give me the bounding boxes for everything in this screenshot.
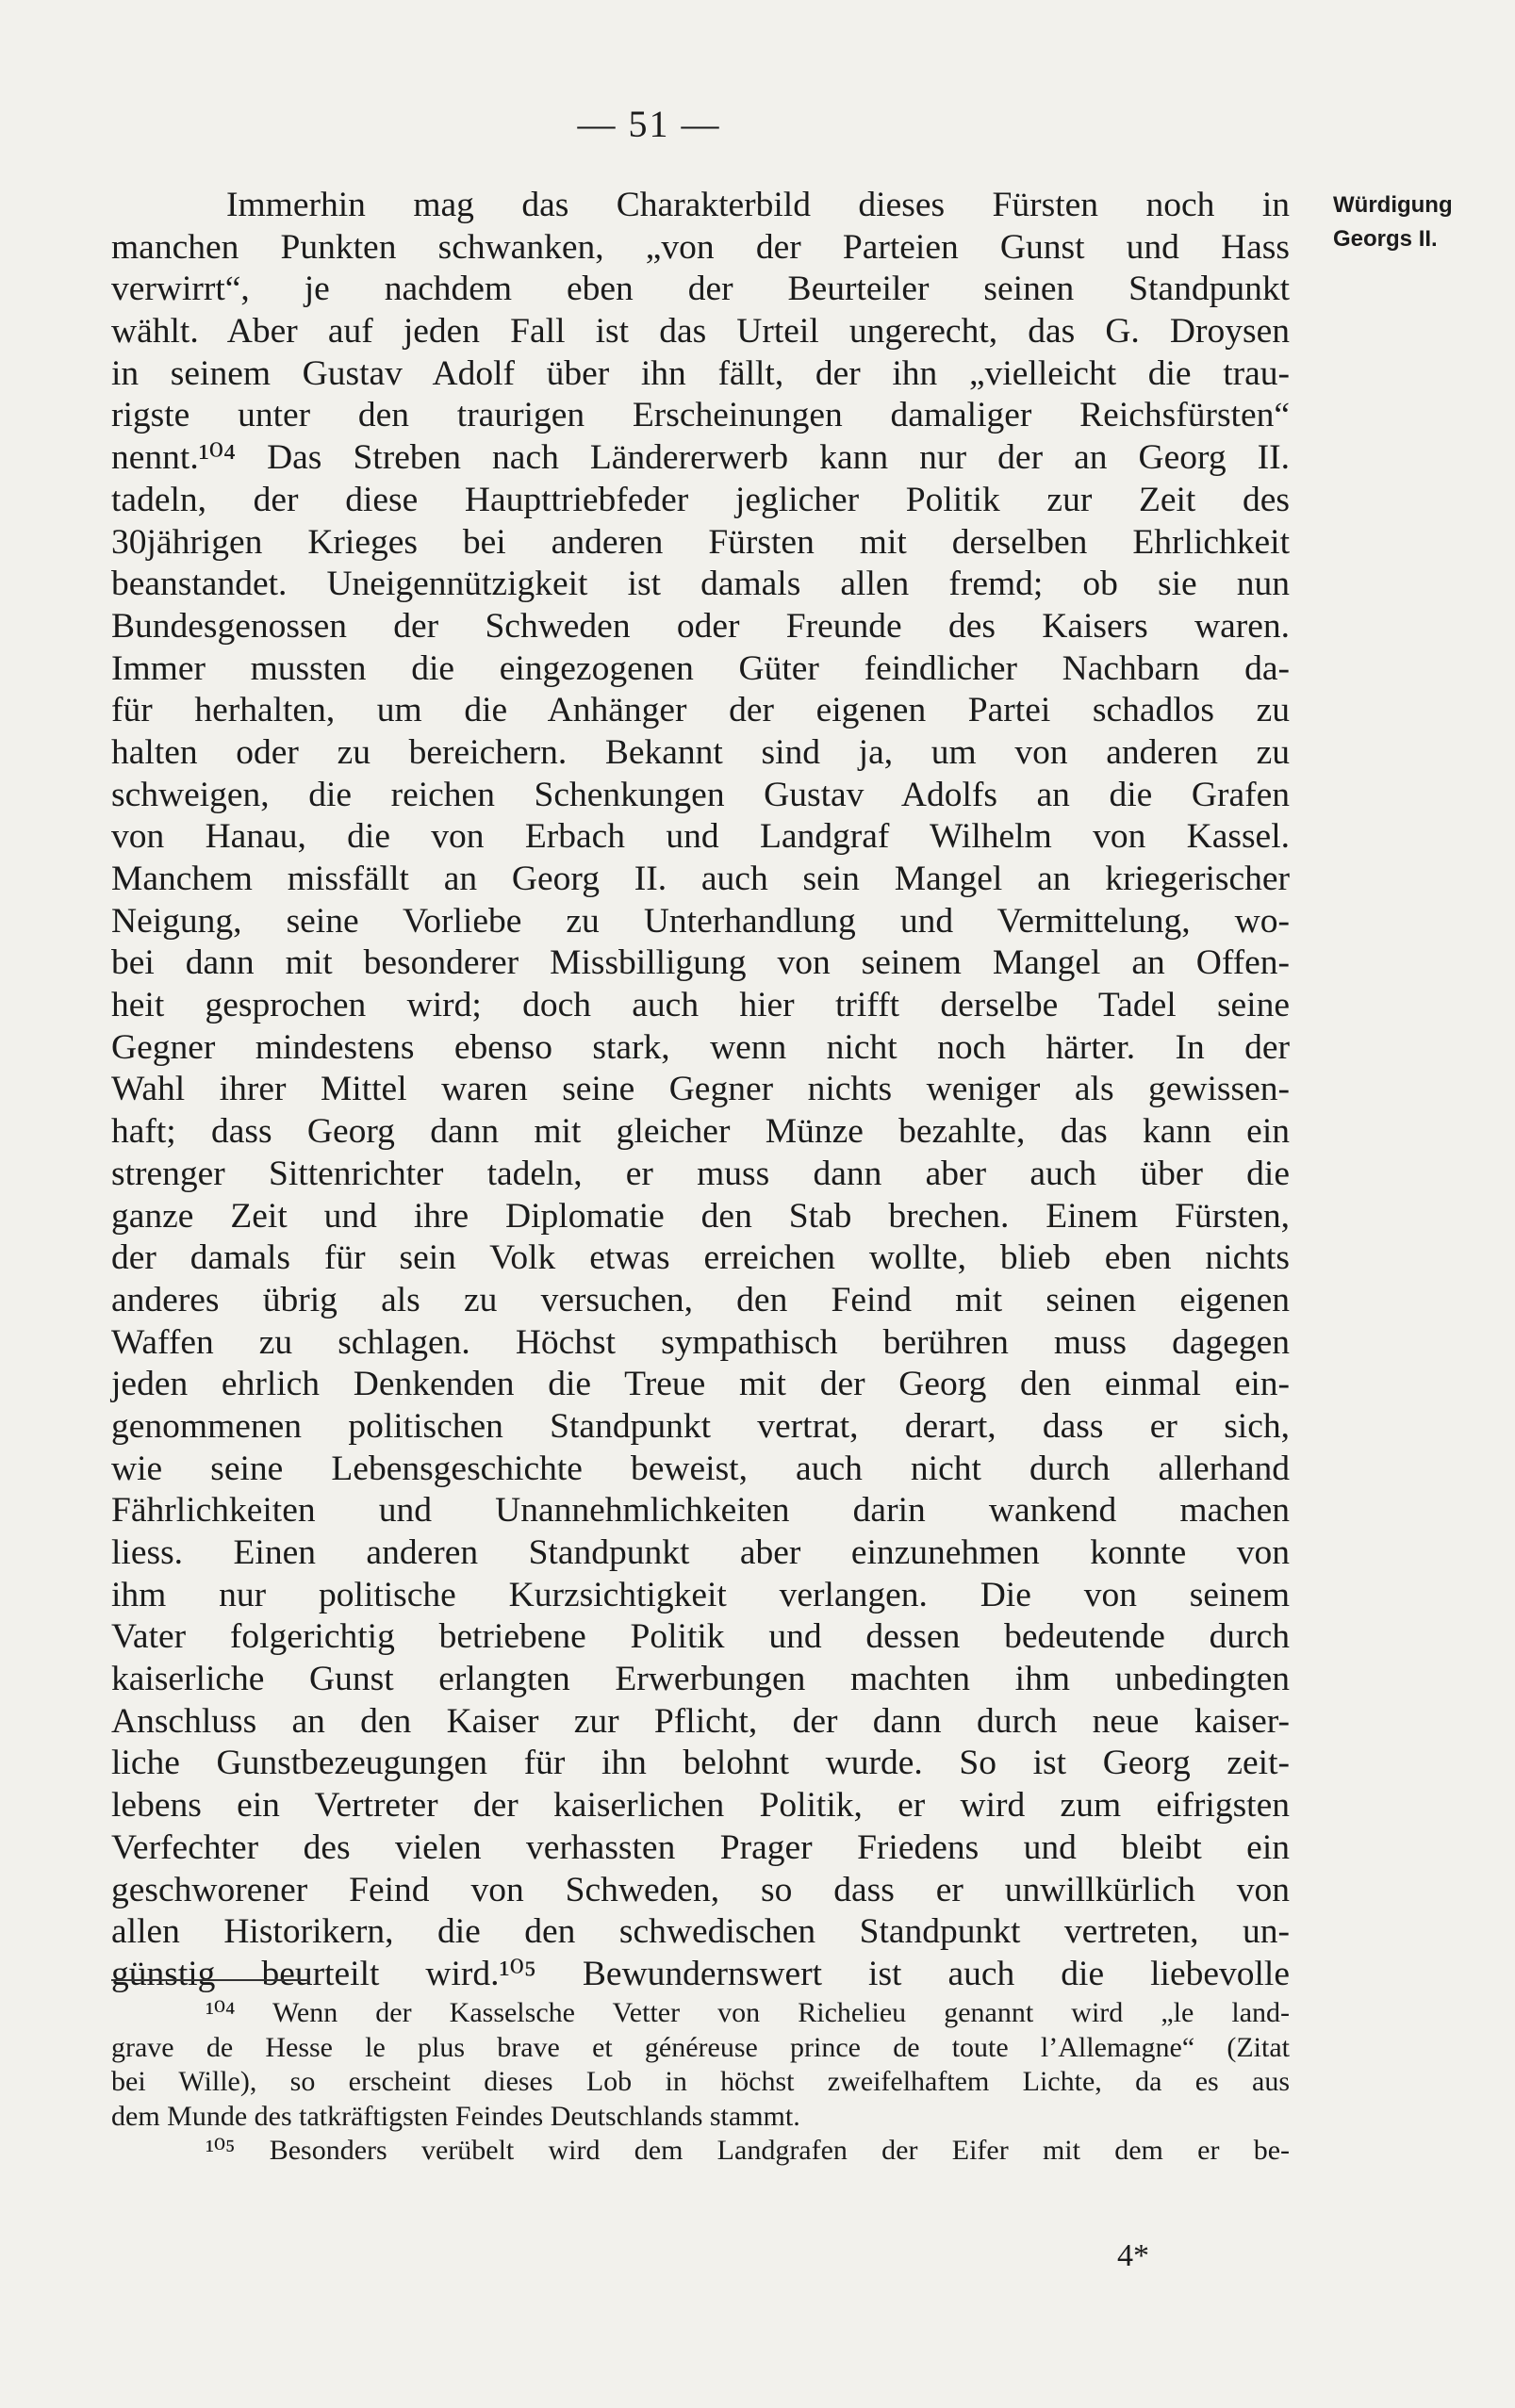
footnote-line: bei Wille), so erscheint dieses Lob in höchst zweifelhaftem Lichte, da es aus <box>111 2066 1290 2097</box>
text-line: günstig beurteilt wird.¹⁰⁵ Bewundernswert ist auch die liebevolle <box>111 1954 1290 1993</box>
page-number: — 51 — <box>577 103 721 145</box>
text-line: rigste unter den traurigen Erscheinungen damaliger Reichsfürsten“ <box>111 396 1290 435</box>
main-text <box>111 185 1290 1996</box>
text-line: Immer mussten die eingezogenen Güter feindlicher Nachbarn da- <box>111 648 1290 688</box>
footnote-divider <box>111 1979 309 1981</box>
text-line: liess. Einen anderen Standpunkt aber einzunehmen konnte von <box>111 1533 1290 1572</box>
text-line: der damals für sein Volk etwas erreichen wollte, blieb eben nichts <box>111 1238 1290 1278</box>
text-line: Anschluss an den Kaiser zur Pflicht, der dann durch neue kaiser- <box>111 1701 1290 1741</box>
text-line: bei dann mit besonderer Missbilligung von seinem Mangel an Offen- <box>111 943 1290 983</box>
text-line: liche Gunstbezeugungen für ihn belohnt wurde. So ist Georg zeit- <box>111 1744 1290 1783</box>
text-line: Wahl ihrer Mittel waren seine Gegner nichts weniger als gewissen- <box>111 1070 1290 1109</box>
margin-note-line-2: Georgs II. <box>1333 226 1438 252</box>
text-line: jeden ehrlich Denkenden die Treue mit der Georg den einmal ein- <box>111 1365 1290 1404</box>
text-line: genommenen politischen Standpunkt vertrat, derart, dass er sich, <box>111 1406 1290 1446</box>
text-line: in seinem Gustav Adolf über ihn fällt, der ihn „vielleicht die trau- <box>111 353 1290 393</box>
text-line: Fährlichkeiten und Unannehmlichkeiten darin wankend machen <box>111 1491 1290 1531</box>
text-line: manchen Punkten schwanken, „von der Parteien Gunst und Hass <box>111 227 1290 267</box>
text-line: allen Historikern, die den schwedischen Standpunkt vertreten, un- <box>111 1912 1290 1952</box>
text-line: Bundesgenossen der Schweden oder Freunde des Kaisers waren. <box>111 606 1290 646</box>
text-line: Neigung, seine Vorliebe zu Unterhandlung und Vermittelung, wo- <box>111 901 1290 941</box>
text-line: Immerhin mag das Charakterbild dieses Fürsten noch in <box>226 186 1290 224</box>
text-line: 30jährigen Krieges bei anderen Fürsten mit derselben Ehrlichkeit <box>111 522 1290 562</box>
text-line: schweigen, die reichen Schenkungen Gustav Adolfs an die Grafen <box>111 775 1290 814</box>
text-line: haft; dass Georg dann mit gleicher Münze bezahlte, das kann ein <box>111 1112 1290 1152</box>
footnote-line: grave de Hesse le plus brave et généreuse prince de toute l’Allemagne“ (Zitat <box>111 2031 1290 2063</box>
text-line: Manchem missfällt an Georg II. auch sein Mangel an kriegerischer <box>111 860 1290 898</box>
footnote-line: dem Munde des tatkräftigsten Feindes Deutschlands stammt. <box>111 2100 800 2132</box>
text-line: von Hanau, die von Erbach und Landgraf Wilhelm von Kassel. <box>111 817 1290 857</box>
footnote-line: ¹⁰⁴ Wenn der Kasselsche Vetter von Richelieu genannt wird „le land- <box>206 1997 1290 2028</box>
signature-mark: 4* <box>1117 2238 1149 2273</box>
text-line: lebens ein Vertreter der kaiserlichen Politik, er wird zum eifrigsten <box>111 1786 1290 1826</box>
margin-note-line-1: Würdigung <box>1333 192 1453 218</box>
footnotes <box>111 1996 1290 2169</box>
text-line: beanstandet. Uneigennützigkeit ist damals allen fremd; ob sie nun <box>111 565 1290 604</box>
text-line: strenger Sittenrichter tadeln, er muss dann aber auch über die <box>111 1154 1290 1193</box>
text-line: kaiserliche Gunst erlangten Erwerbungen machten ihm unbedingten <box>111 1660 1290 1699</box>
text-line: ihm nur politische Kurzsichtigkeit verlangen. Die von seinem <box>111 1575 1290 1614</box>
text-line: wie seine Lebensgeschichte beweist, auch nicht durch allerhand <box>111 1449 1290 1488</box>
text-line: ganze Zeit und ihre Diplomatie den Stab brechen. Einem Fürsten, <box>111 1196 1290 1236</box>
text-line: geschworener Feind von Schweden, so dass er unwillkürlich von <box>111 1870 1290 1909</box>
text-line: Gegner mindestens ebenso stark, wenn nicht noch härter. In der <box>111 1027 1290 1067</box>
margin-note <box>1333 188 1507 256</box>
text-line: Waffen zu schlagen. Höchst sympathisch berühren muss dagegen <box>111 1322 1290 1362</box>
text-line: Verfechter des vielen verhassten Prager Friedens und bleibt ein <box>111 1827 1290 1867</box>
text-line: verwirrt“, je nachdem eben der Beurteiler seinen Standpunkt <box>111 270 1290 309</box>
text-line: anderes übrig als zu versuchen, den Feind mit seinen eigenen <box>111 1280 1290 1319</box>
text-line: wählt. Aber auf jeden Fall ist das Urteil ungerecht, das G. Droysen <box>111 312 1290 352</box>
footnote-line: ¹⁰⁵ Besonders verübelt wird dem Landgrafen der Eifer mit dem er be- <box>206 2135 1290 2166</box>
text-line: für herhalten, um die Anhänger der eigenen Partei schadlos zu <box>111 691 1290 730</box>
text-line: heit gesprochen wird; doch auch hier trifft derselbe Tadel seine <box>111 986 1290 1025</box>
text-line: Vater folgerichtig betriebene Politik und dessen bedeutende durch <box>111 1617 1290 1657</box>
text-line: nennt.¹⁰⁴ Das Streben nach Ländererwerb kann nur der an Georg II. <box>111 438 1290 478</box>
text-line: halten oder zu bereichern. Bekannt sind ja, um von anderen zu <box>111 732 1290 772</box>
text-line: tadeln, der diese Haupttriebfeder jeglicher Politik zur Zeit des <box>111 480 1290 519</box>
